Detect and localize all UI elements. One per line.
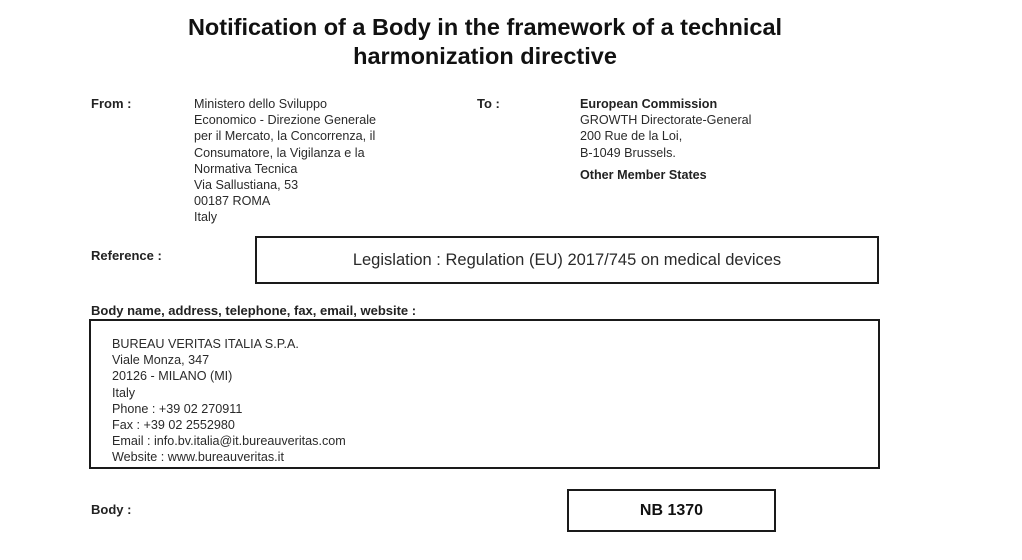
- notified-body-number: NB 1370: [639, 501, 704, 519]
- body-city: 20126 - MILANO (MI): [112, 369, 233, 384]
- body-street: Viale Monza, 347: [112, 353, 210, 368]
- to-address: [580, 96, 751, 183]
- reference-value: Legislation : Regulation (EU) 2017/745 on medical devices: [352, 250, 782, 269]
- body-details-label: Body name, address, telephone, fax, email, website :: [91, 303, 417, 318]
- body-details-box: [89, 319, 880, 469]
- body-fax: Fax : +39 02 2552980: [112, 418, 235, 433]
- from-line: Via Sallustiana, 53: [194, 178, 299, 193]
- document-title: [0, 13, 970, 71]
- from-line: Italy: [194, 210, 218, 225]
- from-label: From :: [91, 96, 132, 111]
- to-label: To :: [477, 96, 500, 111]
- body-name: BUREAU VERITAS ITALIA S.P.A.: [112, 337, 299, 351]
- body-label: Body :: [91, 502, 132, 517]
- from-line: Consumatore, la Vigilanza e la: [194, 145, 365, 160]
- to-line: GROWTH Directorate-General: [580, 113, 752, 128]
- from-line: Economico - Direzione Generale: [194, 113, 376, 128]
- reference-label: Reference :: [91, 248, 162, 263]
- reference-box: [255, 236, 879, 284]
- from-line: Ministero dello Sviluppo: [194, 97, 328, 111]
- from-line: per il Mercato, la Concorrenza, il: [194, 129, 376, 144]
- body-country: Italy: [112, 385, 136, 400]
- body-website: Website : www.bureauveritas.it: [112, 450, 284, 465]
- body-email: Email : info.bv.italia@it.bureauveritas.com: [112, 434, 346, 449]
- to-other-member-states: Other Member States: [580, 167, 707, 182]
- notified-body-number-box: [567, 489, 776, 532]
- title-line-2: harmonization directive: [353, 43, 617, 69]
- from-line: 00187 ROMA: [194, 194, 271, 209]
- from-address: [194, 96, 376, 226]
- to-line: B-1049 Brussels.: [580, 145, 676, 160]
- to-line: 200 Rue de la Loi,: [580, 129, 683, 144]
- body-phone: Phone : +39 02 270911: [112, 401, 243, 416]
- to-recipient: European Commission: [580, 97, 718, 111]
- title-line-1: Notification of a Body in the framework of a technical: [187, 14, 783, 40]
- from-line: Normativa Tecnica: [194, 161, 298, 176]
